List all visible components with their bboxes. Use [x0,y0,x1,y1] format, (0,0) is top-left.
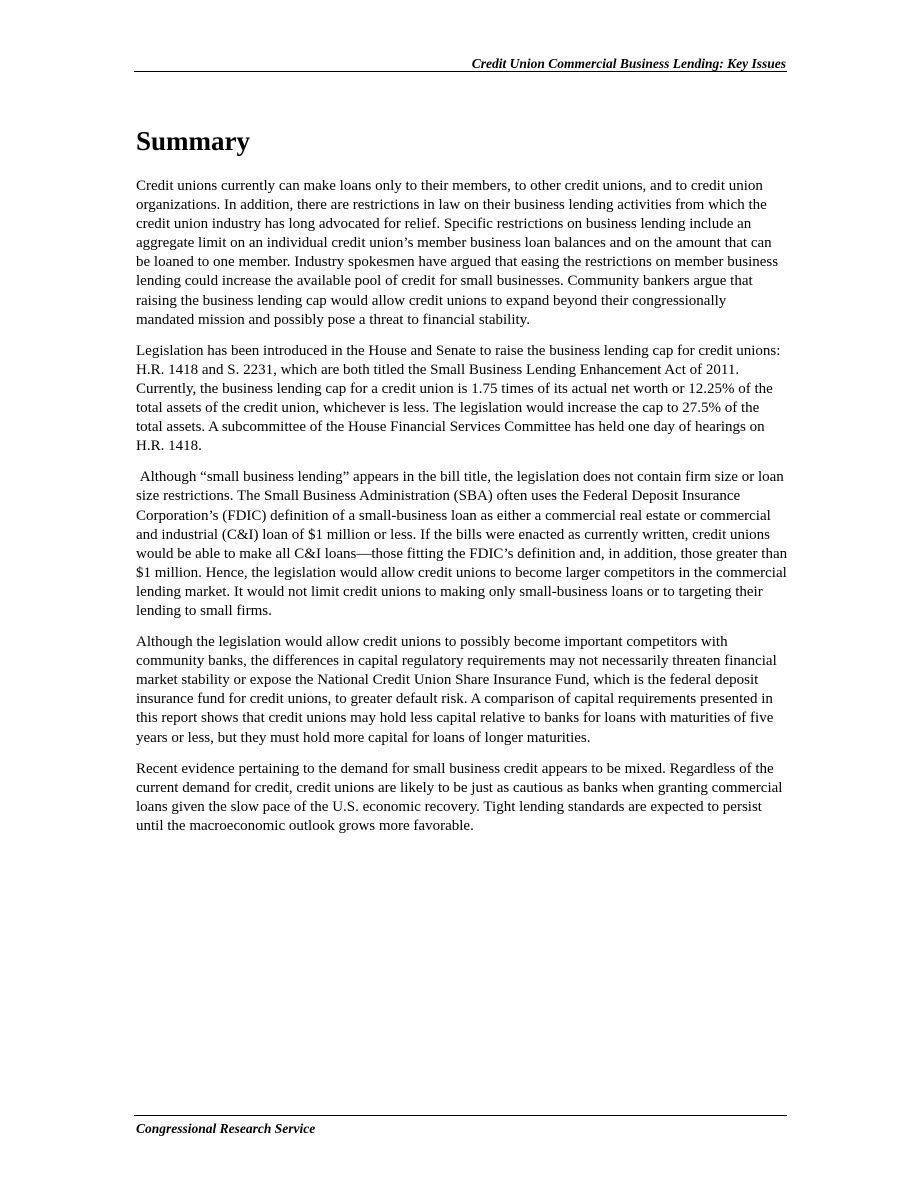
header-divider [134,71,787,72]
section-title: Summary [136,126,250,156]
paragraph: Recent evidence pertaining to the demand for small business credit appears to be mixed. Regardless of the current demand for credit, credit unions are likely to be just as cautious as banks when granting commercial loans given the slow pace of the U.S. economic recovery. Tight lending standards are expected to persist until the macroeconomic outlook grows more favorable. [136,760,783,834]
paragraph: Credit unions currently can make loans only to their members, to other credit unions, and to credit union organizations. In addition, there are restrictions in law on their business lending activities from which the credit union industry has long advocated for relief. Specific restrictions on business lending include an aggregate limit on an individual credit union’s member business loan balances and on the amount that can be loaned to one member. Industry spokesmen have argued that easing the restrictions on member business lending could increase the available pool of credit for small businesses. Community bankers argue that raising the business lending cap would allow credit unions to expand beyond their congressionally mandated mission and possibly pose a threat to financial stability. [136,178,779,328]
running-footer: Congressional Research Service [136,1121,316,1136]
summary-body [136,177,791,848]
paragraph: Although “small business lending” appears in the bill title, the legislation does not contain firm size or loan size restrictions. The Small Business Administration (SBA) often uses the Federal Deposit Insurance Corporation’s (FDIC) definition of a small-business loan as either a commercial real estate or commercial and industrial (C&I) loan of $1 million or less. If the bills were enacted as currently written, credit unions would be able to make all C&I loans—those fitting the FDIC’s definition and, in addition, those greater than $1 million. Hence, the legislation would allow credit unions to become larger competitors in the commercial lending market. It would not limit credit unions to making only small-business loans or to targeting their lending to small firms. [136,469,791,619]
footer-divider [134,1115,787,1116]
running-header: Credit Union Commercial Business Lending: Key Issues [471,56,786,71]
paragraph: Legislation has been introduced in the House and Senate to raise the business lending cap for credit unions: H.R. 1418 and S. 2231, which are both titled the Small Business Lending Enhancement Act of 2011. Currently, the business lending cap for a credit union is 1.75 times of its actual net worth or 12.25% of the total assets of the credit union, whichever is less. The legislation would increase the cap to 27.5% of the total assets. A subcommittee of the House Financial Services Committee has held one day of hearings on H.R. 1418. [136,342,781,455]
paragraph: Although the legislation would allow credit unions to possibly become important competitors with community banks, the differences in capital regulatory requirements may not necessarily threaten financial market stability or expose the National Credit Union Share Insurance Fund, which is the federal deposit insurance fund for credit unions, to greater default risk. A comparison of capital requirements presented in this report shows that credit unions may hold less capital relative to banks for loans with maturities of five years or less, but they must hold more capital for loans of longer maturities. [136,634,777,746]
